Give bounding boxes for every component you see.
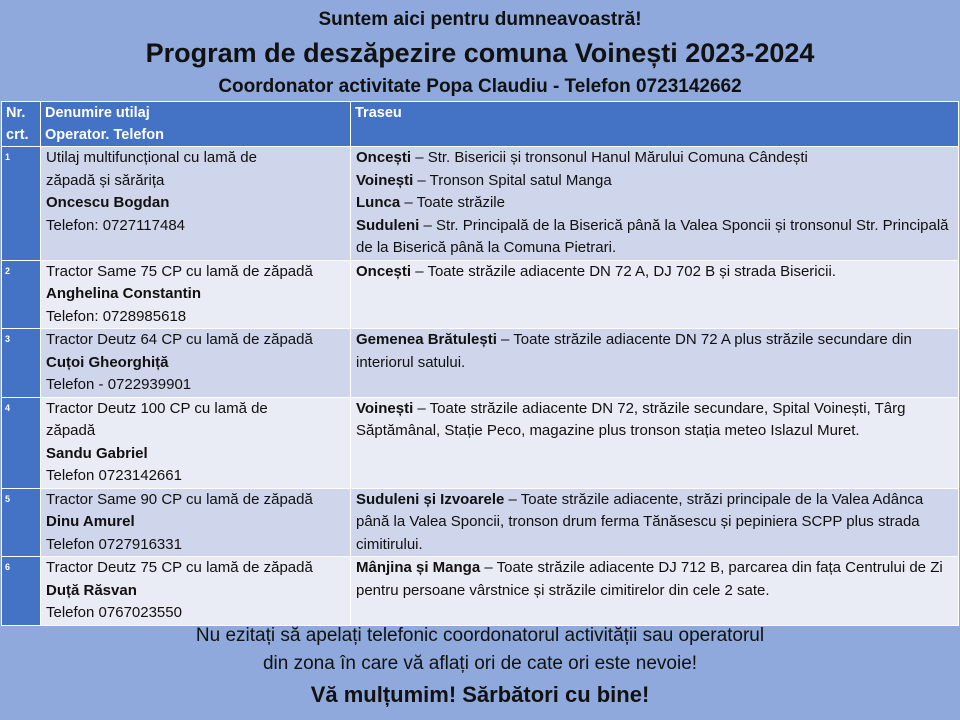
- route-segment: [356, 215, 953, 260]
- operator-name: Anghelina Constantin: [46, 285, 201, 302]
- header-nr-line2: crt.: [6, 127, 29, 143]
- route-segment: [356, 489, 953, 557]
- route-description: – Toate străzile adiacente DN 72, străzile secundare, Spital Voinești, Târg Săptămânal, Stație Peco, magazine plus tronson stația meteo Islazul Muret.: [356, 399, 906, 439]
- operator-name: Sandu Gabriel: [46, 444, 148, 462]
- table-row: [2, 329, 959, 398]
- route-cell: [351, 557, 959, 626]
- equipment-operator-cell: [41, 260, 351, 329]
- footer-line2: din zona în care vă aflați ori de cate ori este nevoie!: [262, 653, 698, 674]
- table-row: [2, 147, 959, 261]
- equipment-name: Tractor Deutz 100 CP cu lamă de: [46, 399, 268, 417]
- header-traseu: Traseu: [351, 102, 959, 147]
- row-number: 1: [2, 147, 41, 261]
- row-number: 3: [2, 329, 41, 398]
- table-body: [2, 147, 959, 626]
- equipment-operator-cell: [41, 147, 351, 261]
- route-description: – Toate străzile adiacente DJ 712 B, parcarea din fața Centrului de Zi pentru persoane vârstnice și străzile cimitirelor din cele 2 sate.: [356, 559, 943, 599]
- row-number: 4: [2, 397, 41, 488]
- footer-thanks: Vă mulțumim! Sărbători cu bine!: [310, 682, 650, 707]
- route-locality: Voinești: [356, 171, 414, 189]
- equipment-name: zăpadă: [46, 422, 96, 439]
- route-segment: [356, 557, 953, 602]
- route-locality: Suduleni: [356, 216, 420, 234]
- route-description: – Toate străzile adiacente DN 72 A plus străzile secundare din interiorul satului.: [356, 331, 912, 371]
- equipment-operator-cell: [41, 329, 351, 398]
- operator-phone: Telefon 0723142661: [46, 467, 182, 484]
- equipment-operator-cell: [41, 557, 351, 626]
- footer-line1: Nu ezitați să apelați telefonic coordonatorul activității sau operatorul: [195, 625, 765, 646]
- row-number: 6: [2, 557, 41, 626]
- row-number: 2: [2, 260, 41, 329]
- route-segment: [356, 192, 953, 215]
- route-segment: [356, 170, 953, 193]
- route-segment: [356, 398, 953, 443]
- route-description: – Str. Bisericii și tronsonul Hanul Mărului Comuna Cândești: [411, 149, 808, 166]
- route-locality: Oncești: [356, 149, 412, 166]
- route-description: – Toate străzile adiacente DN 72 A, DJ 702 B și strada Bisericii.: [411, 262, 836, 280]
- table-row: [2, 557, 959, 626]
- route-locality: Voinești: [356, 399, 414, 417]
- equipment-name: Tractor Deutz 75 CP cu lamă de zăpadă: [46, 559, 313, 576]
- row-number: 5: [2, 488, 41, 557]
- operator-name: Duță Răsvan: [46, 581, 137, 599]
- route-segment: [356, 147, 953, 170]
- equipment-name: Utilaj multifuncțional cu lamă de: [46, 149, 257, 166]
- route-cell: [351, 147, 959, 261]
- equipment-operator-cell: [41, 397, 351, 488]
- equipment-name: Tractor Same 75 CP cu lamă de zăpadă: [46, 262, 313, 280]
- route-locality: Oncești: [356, 262, 412, 280]
- route-segment: [356, 261, 953, 284]
- operator-phone: Telefon - 0722939901: [46, 376, 192, 393]
- snow-removal-table: [1, 101, 959, 626]
- operator-name: Oncescu Bogdan: [46, 194, 170, 211]
- equipment-operator-cell: [41, 488, 351, 557]
- operator-name: Cuțoi Gheorghiță: [46, 353, 169, 371]
- route-cell: [351, 260, 959, 329]
- route-description: – Toate străzile adiacente, străzi principale de la Valea Adânca până la Valea Sponcii, tronson drum ferma Tănăsescu și pepiniera SCPP plus strada cimitirului.: [356, 490, 924, 553]
- header-nr-line1: Nr.: [6, 105, 26, 121]
- route-segment: [356, 329, 953, 374]
- operator-name: Dinu Amurel: [46, 513, 135, 530]
- header-utilaj-line2: Operator. Telefon: [45, 127, 164, 143]
- table-row: [2, 260, 959, 329]
- header-utilaj: [41, 102, 351, 147]
- greeting-line: Suntem aici pentru dumneavoastră!: [318, 9, 642, 30]
- route-description: – Toate străzile: [400, 194, 505, 211]
- operator-phone: Telefon 0767023550: [46, 604, 182, 621]
- route-locality: Lunca: [356, 194, 401, 211]
- operator-phone: Telefon: 0727117484: [46, 216, 186, 234]
- route-description: – Str. Principală de la Biserică până la Valea Sponcii și tronsonul Str. Principală de la Biserică până la Comuna Pietrari.: [356, 216, 949, 256]
- route-locality: Mânjina și Manga: [356, 559, 481, 576]
- equipment-name: zăpadă și sărărița: [46, 171, 165, 189]
- route-cell: [351, 329, 959, 398]
- table-row: [2, 397, 959, 488]
- route-locality: Gemenea Brătulești: [356, 331, 497, 348]
- table-header-row: [2, 102, 959, 147]
- route-description: – Tronson Spital satul Manga: [413, 171, 612, 189]
- operator-phone: Telefon: 0728985618: [46, 307, 187, 325]
- operator-phone: Telefon 0727916331: [46, 535, 182, 553]
- header-nr: [2, 102, 41, 147]
- equipment-name: Tractor Same 90 CP cu lamă de zăpadă: [46, 490, 313, 508]
- route-locality: Suduleni și Izvoarele: [356, 490, 505, 508]
- route-cell: [351, 488, 959, 557]
- route-cell: [351, 397, 959, 488]
- page-title: Program de deszăpezire comuna Voinești 2023-2024: [145, 38, 815, 68]
- coordinator-line: Coordonator activitate Popa Claudiu - Telefon 0723142662: [218, 76, 742, 97]
- equipment-name: Tractor Deutz 64 CP cu lamă de zăpadă: [46, 331, 313, 348]
- table-row: [2, 488, 959, 557]
- header-utilaj-line1: Denumire utilaj: [45, 105, 150, 121]
